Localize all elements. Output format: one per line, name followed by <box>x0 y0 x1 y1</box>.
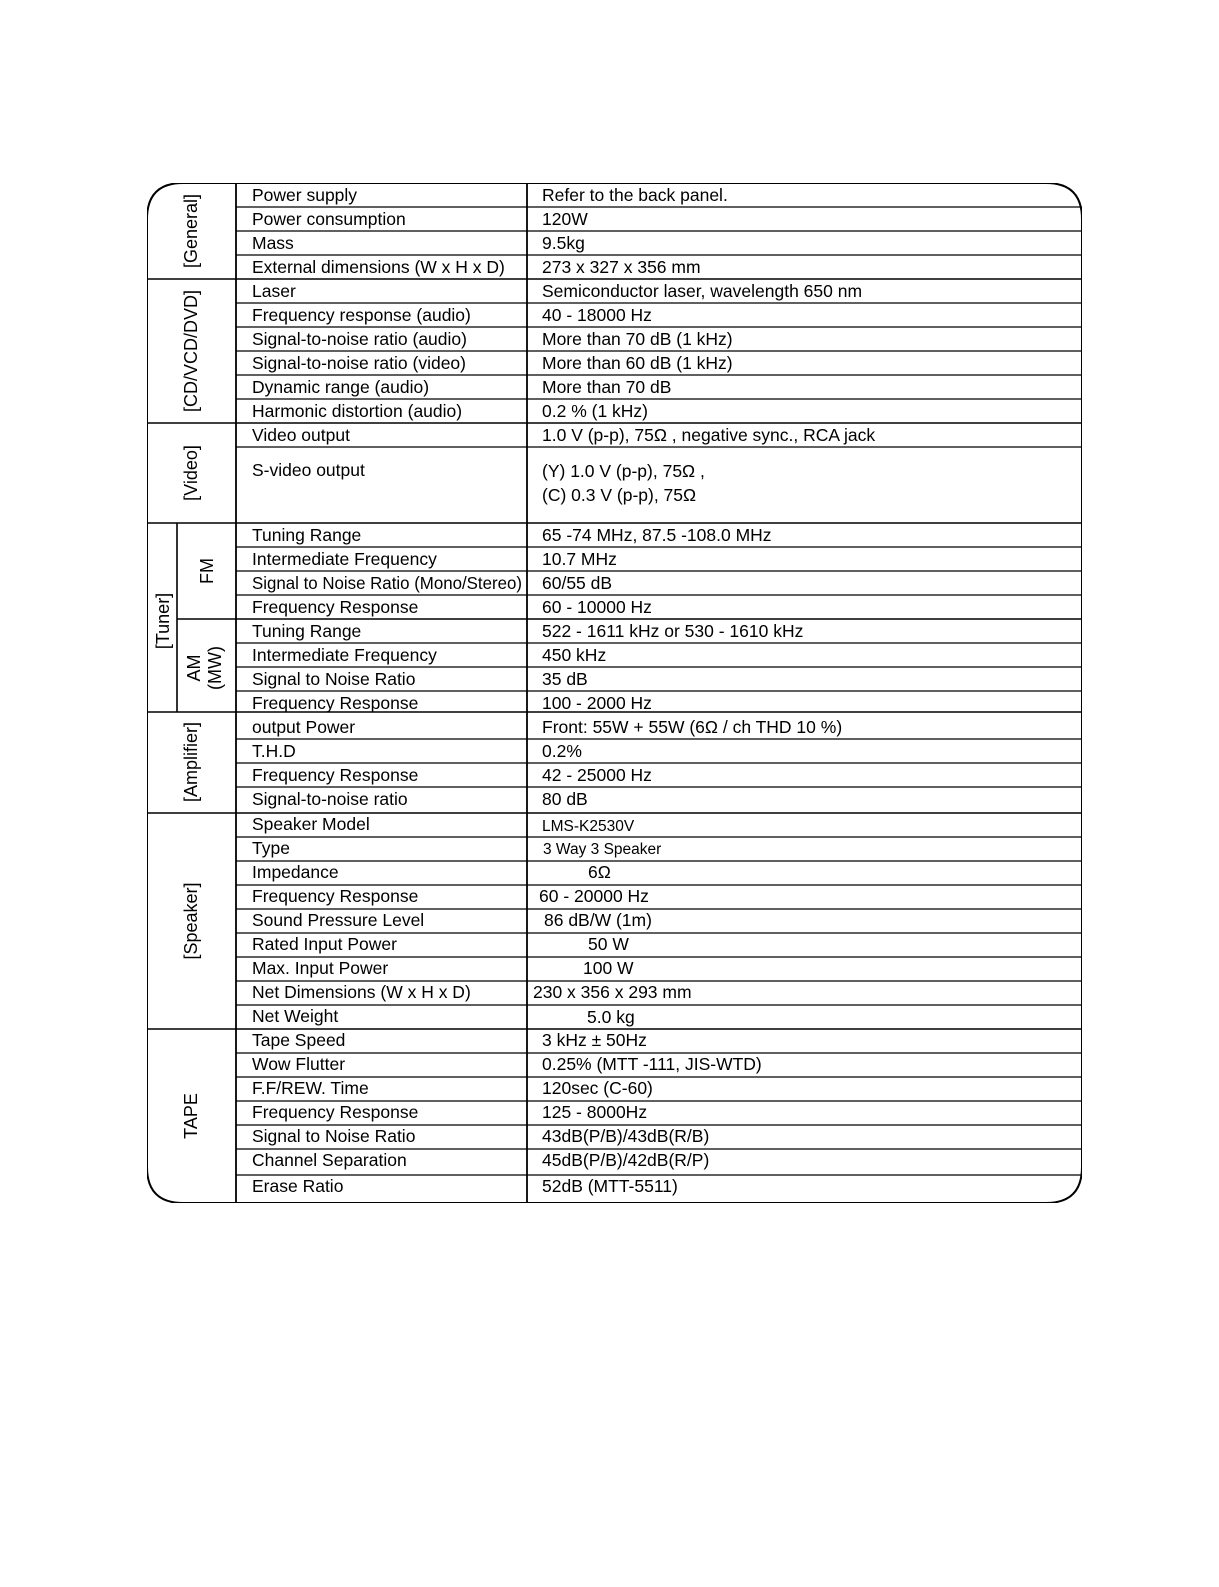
spec-label: Channel Separation <box>252 1150 407 1170</box>
spec-label: Signal to Noise Ratio (Mono/Stereo) <box>252 573 522 593</box>
spec-label: Wow Flutter <box>252 1054 346 1074</box>
spec-value: 0.25% (MTT -111, JIS-WTD) <box>542 1054 762 1074</box>
spec-value: More than 70 dB (1 kHz) <box>542 329 733 349</box>
spec-label: Tuning Range <box>252 621 362 641</box>
spec-label: Signal to Noise Ratio <box>252 669 416 689</box>
spec-label: Frequency Response <box>252 886 419 906</box>
subsection-label-am: AM <box>184 654 204 682</box>
section-label-tuner: [Tuner] <box>153 592 173 650</box>
spec-value: Refer to the back panel. <box>542 185 728 205</box>
spec-value: Front: 55W + 55W (6Ω / ch THD 10 %) <box>542 717 843 737</box>
spec-value: 60 - 10000 Hz <box>542 597 652 617</box>
spec-label: Mass <box>252 233 294 253</box>
spec-value: 125 - 8000Hz <box>542 1102 648 1122</box>
spec-value: 9.5kg <box>542 233 585 253</box>
spec-value: 43dB(P/B)/43dB(R/B) <box>542 1126 710 1146</box>
spec-value: 450 kHz <box>542 645 607 665</box>
spec-value: 35 dB <box>542 669 588 689</box>
spec-label: Power consumption <box>252 209 406 229</box>
spec-label: Impedance <box>252 862 339 882</box>
spec-value: 65 -74 MHz, 87.5 -108.0 MHz <box>542 525 772 545</box>
spec-label: Frequency Response <box>252 765 419 785</box>
spec-value: (Y) 1.0 V (p-p), 75Ω , <box>542 461 705 481</box>
spec-label: Erase Ratio <box>252 1176 344 1196</box>
spec-value: 42 - 25000 Hz <box>542 765 652 785</box>
spec-value: More than 60 dB (1 kHz) <box>542 353 733 373</box>
spec-label: Power supply <box>252 185 358 205</box>
spec-label: Tape Speed <box>252 1030 346 1050</box>
spec-value: 522 - 1611 kHz or 530 - 1610 kHz <box>542 621 804 641</box>
spec-label: Rated Input Power <box>252 934 397 954</box>
spec-label: Signal-to-noise ratio (audio) <box>252 329 467 349</box>
spec-value: 0.2 % (1 kHz) <box>542 401 648 421</box>
spec-value-line2: (C) 0.3 V (p-p), 75Ω <box>542 485 697 505</box>
section-label-general: [General] <box>181 193 201 269</box>
spec-label: output Power <box>252 717 356 737</box>
spec-label: Max. Input Power <box>252 958 389 978</box>
spec-label: Signal to Noise Ratio <box>252 1126 416 1146</box>
spec-value: 60/55 dB <box>542 573 613 593</box>
spec-label: Type <box>252 838 290 858</box>
spec-value: 50 W <box>588 934 629 954</box>
spec-value: 3 kHz ± 50Hz <box>542 1030 647 1050</box>
section-label-video: [Video] <box>181 445 201 501</box>
spec-label: Speaker Model <box>252 814 370 834</box>
spec-label: Net Weight <box>252 1006 339 1026</box>
spec-label: Signal-to-noise ratio (video) <box>252 353 466 373</box>
spec-value: 100 W <box>583 958 634 978</box>
spec-label: External dimensions (W x H x D) <box>252 257 505 277</box>
spec-value: 230 x 356 x 293 mm <box>533 982 692 1002</box>
spec-value: 52dB (MTT-5511) <box>542 1176 678 1196</box>
spec-value: More than 70 dB <box>542 377 672 397</box>
section-label-cd-vcd-dvd: [CD/VCD/DVD] <box>181 289 201 413</box>
spec-label: Tuning Range <box>252 525 362 545</box>
spec-label: Frequency Response <box>252 693 419 713</box>
spec-label: Frequency Response <box>252 1102 419 1122</box>
spec-value: 0.2% <box>542 741 582 761</box>
spec-label: Intermediate Frequency <box>252 549 437 569</box>
spec-label: Frequency Response <box>252 597 419 617</box>
spec-value: 5.0 kg <box>587 1007 635 1027</box>
spec-label: Net Dimensions (W x H x D) <box>252 982 471 1002</box>
section-label-tape: TAPE <box>181 1093 201 1139</box>
spec-value: 273 x 327 x 356 mm <box>542 257 701 277</box>
spec-value: LMS-K2530V <box>542 818 635 835</box>
spec-value: 6Ω <box>588 862 611 882</box>
spec-value: 1.0 V (p-p), 75Ω , negative sync., RCA jack <box>542 425 876 445</box>
spec-label: Harmonic distortion (audio) <box>252 401 463 421</box>
spec-value: 86 dB/W (1m) <box>544 910 652 930</box>
spec-value: 3 Way 3 Speaker <box>543 841 662 858</box>
spec-label: Sound Pressure Level <box>252 910 425 930</box>
spec-label: Dynamic range (audio) <box>252 377 430 397</box>
specifications-table <box>147 183 1082 1203</box>
spec-label: Signal-to-noise ratio <box>252 789 408 809</box>
spec-label: S-video output <box>252 460 365 480</box>
subsection-label-mw: (MW) <box>205 646 225 690</box>
spec-value: 10.7 MHz <box>542 549 617 569</box>
spec-value: 60 - 20000 Hz <box>539 886 649 906</box>
spec-value: 80 dB <box>542 789 588 809</box>
spec-value: 120sec (C-60) <box>542 1078 653 1098</box>
spec-label: F.F/REW. Time <box>252 1078 369 1098</box>
spec-label: Laser <box>252 281 296 301</box>
section-label-speaker: [Speaker] <box>181 882 201 960</box>
subsection-label-fm: FM <box>197 558 217 584</box>
spec-label: Video output <box>252 425 350 445</box>
section-label-amplifier: [Amplifier] <box>181 721 201 803</box>
spec-value: 120W <box>542 209 588 229</box>
spec-label: T.H.D <box>252 741 296 761</box>
spec-label: Intermediate Frequency <box>252 645 437 665</box>
spec-value: Semiconductor laser, wavelength 650 nm <box>542 281 863 301</box>
spec-value: 45dB(P/B)/42dB(R/P) <box>542 1150 710 1170</box>
spec-value: 40 - 18000 Hz <box>542 305 652 325</box>
spec-label: Frequency response (audio) <box>252 305 471 325</box>
spec-value: 100 - 2000 Hz <box>542 693 652 713</box>
